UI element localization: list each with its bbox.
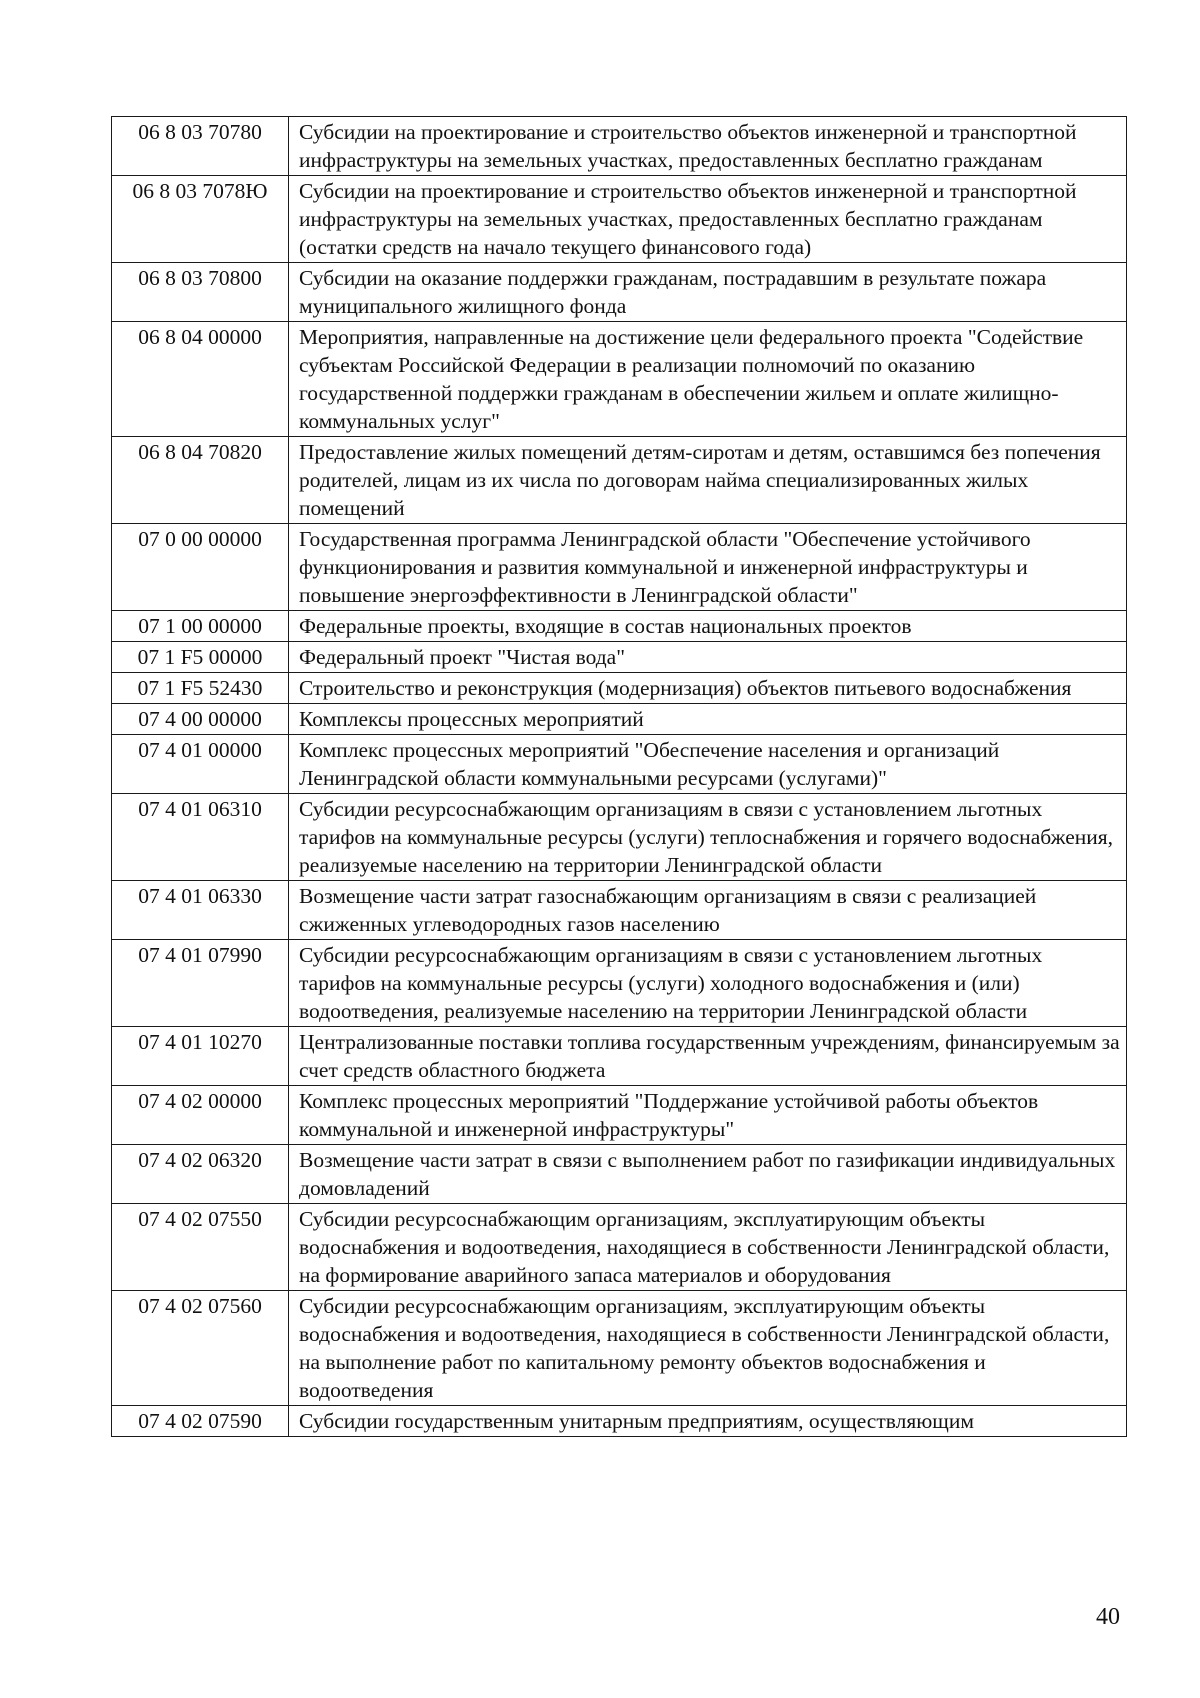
row-code-cell: 07 4 00 00000	[112, 704, 289, 735]
row-code-cell: 07 1 F5 00000	[112, 642, 289, 673]
row-code-cell: 06 8 03 70800	[112, 263, 289, 322]
page-number: 40	[1096, 1604, 1120, 1630]
table-row	[112, 176, 1127, 263]
table-row	[112, 437, 1127, 524]
row-description-cell: Субсидии государственным унитарным предприятиям, осуществляющим	[289, 1406, 1127, 1437]
row-description-cell: Возмещение части затрат газоснабжающим организациям в связи с реализацией сжиженных углеводородных газов населению	[289, 881, 1127, 940]
row-code-cell: 06 8 04 70820	[112, 437, 289, 524]
table-row	[112, 1204, 1127, 1291]
row-description-cell: Субсидии ресурсоснабжающим организациям в связи с установлением льготных тарифов на коммунальные ресурсы (услуги) холодного водоснабжения и (или) водоотведения, реализуемые населению на территории Ленинградской области	[289, 940, 1127, 1027]
row-description-cell: Возмещение части затрат в связи с выполнением работ по газификации индивидуальных домовладений	[289, 1145, 1127, 1204]
row-description-cell: Предоставление жилых помещений детям-сиротам и детям, оставшимся без попечения родителей, лицам из их числа по договорам найма специализированных жилых помещений	[289, 437, 1127, 524]
table-row	[112, 322, 1127, 437]
row-code-cell: 07 4 02 06320	[112, 1145, 289, 1204]
row-code-cell: 07 4 01 10270	[112, 1027, 289, 1086]
table-row	[112, 642, 1127, 673]
row-description-cell: Субсидии ресурсоснабжающим организациям в связи с установлением льготных тарифов на коммунальные ресурсы (услуги) теплоснабжения и горячего водоснабжения, реализуемые населению на территории Ленинградской области	[289, 794, 1127, 881]
row-description-cell: Комплекс процессных мероприятий "Поддержание устойчивой работы объектов коммунальной и инженерной инфраструктуры"	[289, 1086, 1127, 1145]
table-body	[112, 117, 1127, 1437]
table-row	[112, 117, 1127, 176]
table-row	[112, 524, 1127, 611]
row-code-cell: 07 4 01 06310	[112, 794, 289, 881]
row-description-cell: Субсидии ресурсоснабжающим организациям, эксплуатирующим объекты водоснабжения и водоотведения, находящиеся в собственности Ленинградской области, на выполнение работ по капитальному ремонту объектов водоснабжения и водоотведения	[289, 1291, 1127, 1406]
table-row	[112, 735, 1127, 794]
row-description-cell: Субсидии на проектирование и строительство объектов инженерной и транспортной инфраструктуры на земельных участках, предоставленных бесплатно гражданам	[289, 117, 1127, 176]
row-description-cell: Федеральный проект "Чистая вода"	[289, 642, 1127, 673]
row-description-cell: Федеральные проекты, входящие в состав национальных проектов	[289, 611, 1127, 642]
row-code-cell: 07 1 00 00000	[112, 611, 289, 642]
table-row	[112, 611, 1127, 642]
row-description-cell: Строительство и реконструкция (модернизация) объектов питьевого водоснабжения	[289, 673, 1127, 704]
table-row	[112, 881, 1127, 940]
row-code-cell: 06 8 03 70780	[112, 117, 289, 176]
row-code-cell: 06 8 04 00000	[112, 322, 289, 437]
row-code-cell: 07 0 00 00000	[112, 524, 289, 611]
row-description-cell: Комплекс процессных мероприятий "Обеспечение населения и организаций Ленинградской области коммунальными ресурсами (услугами)"	[289, 735, 1127, 794]
row-description-cell: Комплексы процессных мероприятий	[289, 704, 1127, 735]
budget-classification-table	[111, 116, 1127, 1437]
table-row	[112, 794, 1127, 881]
table-row	[112, 1027, 1127, 1086]
row-description-cell: Централизованные поставки топлива государственным учреждениям, финансируемым за счет средств областного бюджета	[289, 1027, 1127, 1086]
row-code-cell: 07 4 01 07990	[112, 940, 289, 1027]
table-row	[112, 704, 1127, 735]
row-description-cell: Мероприятия, направленные на достижение цели федерального проекта "Содействие субъектам Российской Федерации в реализации полномочий по оказанию государственной поддержки гражданам в обеспечении жильем и оплате жилищно-коммунальных услуг"	[289, 322, 1127, 437]
row-code-cell: 07 4 02 07590	[112, 1406, 289, 1437]
table-row	[112, 1145, 1127, 1204]
row-description-cell: Государственная программа Ленинградской области "Обеспечение устойчивого функционирования и развития коммунальной и инженерной инфраструктуры и повышение энергоэффективности в Ленинградской области"	[289, 524, 1127, 611]
table-row	[112, 1291, 1127, 1406]
row-code-cell: 07 4 01 00000	[112, 735, 289, 794]
row-description-cell: Субсидии ресурсоснабжающим организациям, эксплуатирующим объекты водоснабжения и водоотведения, находящиеся в собственности Ленинградской области, на формирование аварийного запаса материалов и оборудования	[289, 1204, 1127, 1291]
row-code-cell: 07 4 01 06330	[112, 881, 289, 940]
row-code-cell: 06 8 03 7078Ю	[112, 176, 289, 263]
table-row	[112, 1406, 1127, 1437]
row-code-cell: 07 4 02 00000	[112, 1086, 289, 1145]
table-row	[112, 263, 1127, 322]
row-description-cell: Субсидии на оказание поддержки гражданам, пострадавшим в результате пожара муниципального жилищного фонда	[289, 263, 1127, 322]
row-code-cell: 07 4 02 07560	[112, 1291, 289, 1406]
row-code-cell: 07 1 F5 52430	[112, 673, 289, 704]
table-row	[112, 1086, 1127, 1145]
row-description-cell: Субсидии на проектирование и строительство объектов инженерной и транспортной инфраструктуры на земельных участках, предоставленных бесплатно гражданам (остатки средств на начало текущего финансового года)	[289, 176, 1127, 263]
table-row	[112, 673, 1127, 704]
table-row	[112, 940, 1127, 1027]
row-code-cell: 07 4 02 07550	[112, 1204, 289, 1291]
